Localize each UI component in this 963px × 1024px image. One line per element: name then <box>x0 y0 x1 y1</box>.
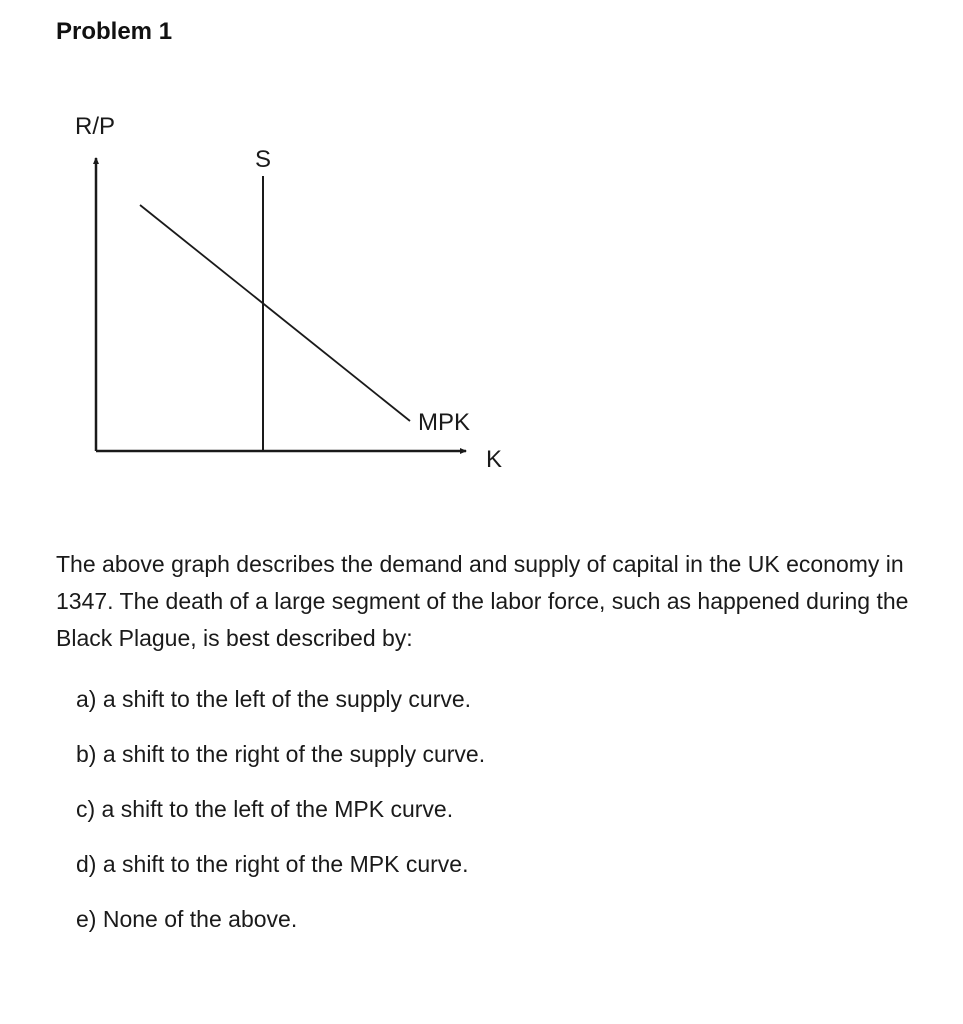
option-d[interactable]: d) a shift to the right of the MPK curve. <box>76 851 469 877</box>
answer-options <box>76 680 485 955</box>
option-b[interactable]: b) a shift to the right of the supply curve. <box>76 741 486 767</box>
option-a[interactable]: a) a shift to the left of the supply curve. <box>76 686 472 712</box>
x-axis-label: K <box>486 446 503 473</box>
supply-label: S <box>255 146 272 173</box>
option-c[interactable]: c) a shift to the left of the MPK curve. <box>76 796 454 822</box>
problem-title: Problem 1 <box>56 18 173 45</box>
question-text: The above graph describes the demand and supply of capital in the UK economy in 1347. The death of a large segment of the labor force, such as happened during the Black Plague, is best described by: <box>56 551 909 651</box>
y-axis-label: R/P <box>75 113 116 140</box>
option-e[interactable]: e) None of the above. <box>76 906 298 932</box>
mpk-curve <box>140 205 410 421</box>
mpk-label: MPK <box>418 409 471 436</box>
